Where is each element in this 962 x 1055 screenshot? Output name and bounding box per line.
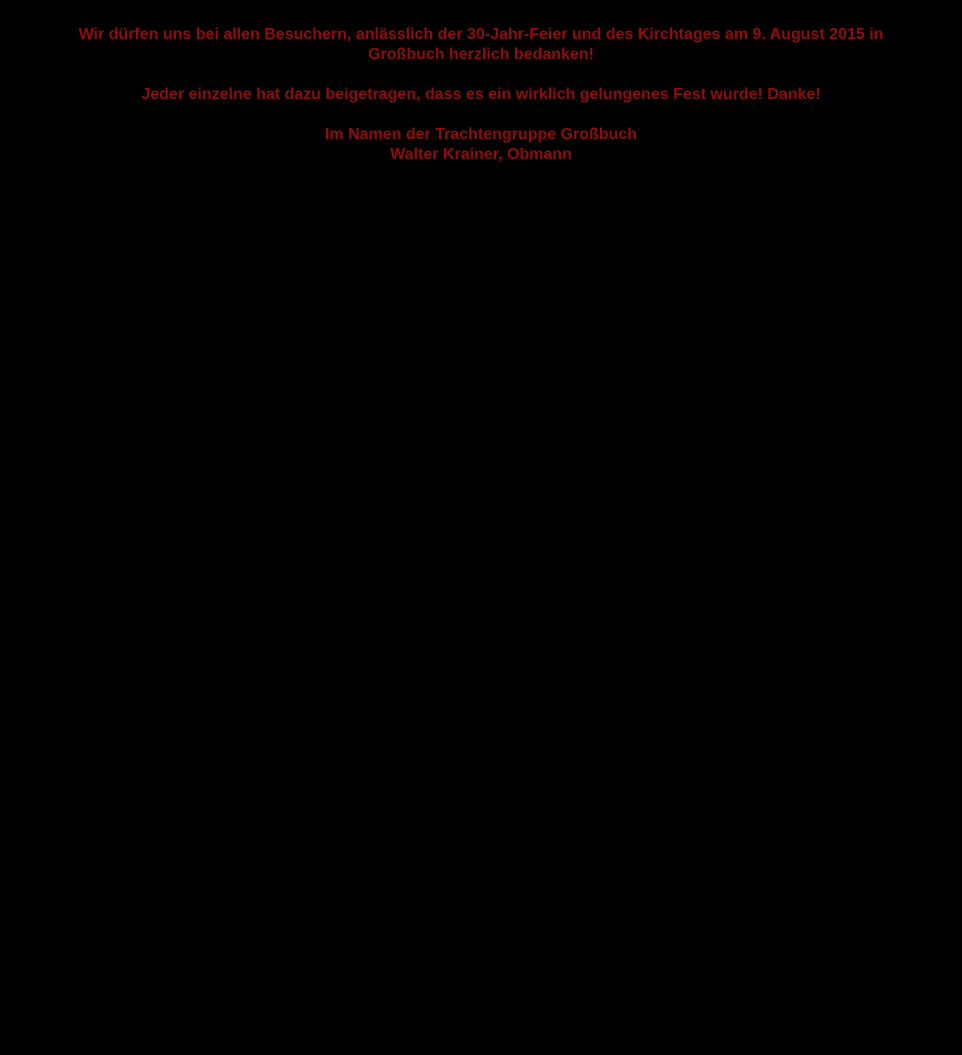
signature-line-1: Im Namen der Trachtengruppe Großbuch <box>324 126 638 143</box>
black-background-area <box>0 185 962 1045</box>
signature-paragraph <box>0 125 962 165</box>
thanks-line-2: Großbuch herzlich bedanken! <box>368 46 594 63</box>
appreciation-line-1: Jeder einzelne hat dazu beigetragen, dass es ein wirklich gelungenes Fest wurde! Danke! <box>141 86 821 103</box>
thank-you-notice <box>0 0 962 165</box>
thanks-paragraph <box>0 25 962 65</box>
appreciation-paragraph <box>0 85 962 105</box>
signature-line-2: Walter Krainer, Obmann <box>390 146 572 163</box>
thanks-line-1: Wir dürfen uns bei allen Besuchern, anlässlich der 30-Jahr-Feier und des Kirchtages am 9. August 2015 in <box>78 26 884 43</box>
